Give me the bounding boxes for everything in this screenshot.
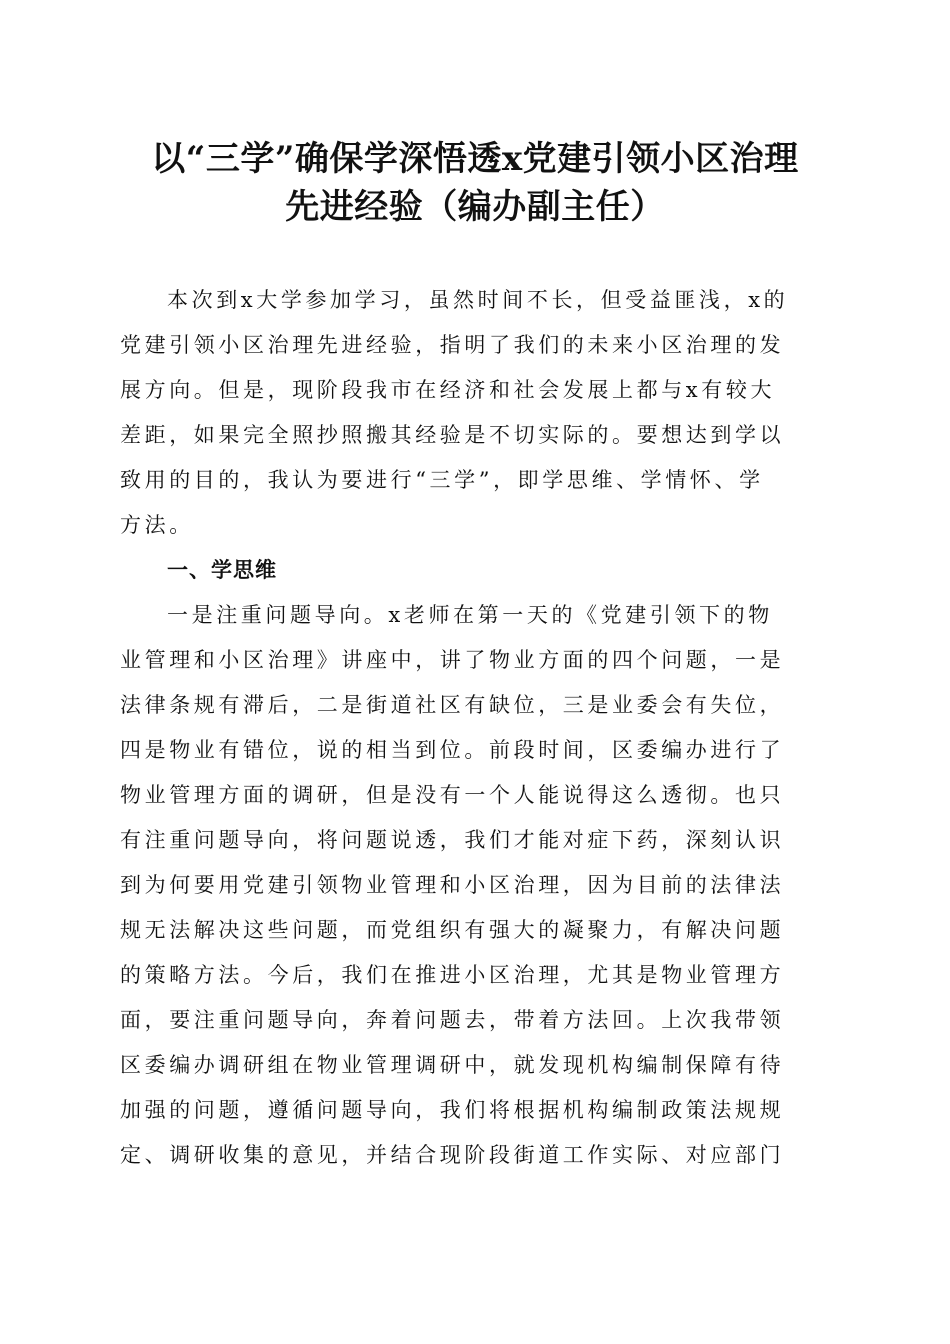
paragraph-line: 面，要注重问题导向，奔着问题去，带着方法回。上次我带领 — [120, 1008, 785, 1032]
title-line-2: 先进经验（编办副主任） — [285, 187, 665, 227]
paragraph-line: 有注重问题导向，将问题说透，我们才能对症下药，深刻认识 — [120, 828, 785, 852]
paragraph-line: 到为何要用党建引领物业管理和小区治理，因为目前的法律法 — [120, 873, 785, 897]
paragraph-line: 定、调研收集的意见，并结合现阶段街道工作实际、对应部门 — [120, 1143, 785, 1167]
paragraph-line: 党建引领小区治理先进经验，指明了我们的未来小区治理的发 — [120, 333, 785, 357]
paragraph-problem-orientation — [120, 593, 832, 1178]
document-body — [120, 278, 832, 1178]
section-heading: 一、学思维 — [167, 558, 277, 582]
document-title — [100, 135, 850, 231]
paragraph-line: 业管理和小区治理》讲座中，讲了物业方面的四个问题，一是 — [120, 648, 785, 672]
paragraph-line: 规无法解决这些问题，而党组织有强大的凝聚力，有解决问题 — [120, 918, 785, 942]
paragraph-line: 本次到x大学参加学习，虽然时间不长，但受益匪浅，x的 — [167, 288, 789, 312]
title-line-1: 以“三学”确保学深悟透x党建引领小区治理 — [151, 139, 799, 179]
paragraph-intro — [120, 278, 832, 548]
paragraph-line: 一是注重问题导向。x老师在第一天的《党建引领下的物 — [167, 603, 773, 627]
paragraph-line: 方法。 — [120, 513, 194, 537]
paragraph-line: 物业管理方面的调研，但是没有一个人能说得这么透彻。也只 — [120, 783, 785, 807]
paragraph-line: 展方向。但是，现阶段我市在经济和社会发展上都与x有较大 — [120, 378, 776, 402]
paragraph-line: 致用的目的，我认为要进行“三学”，即学思维、学情怀、学 — [120, 468, 764, 492]
paragraph-line: 差距，如果完全照抄照搬其经验是不切实际的。要想达到学以 — [120, 423, 785, 447]
paragraph-line: 加强的问题，遵循问题导向，我们将根据机构编制政策法规规 — [120, 1098, 785, 1122]
paragraph-line: 四是物业有错位，说的相当到位。前段时间，区委编办进行了 — [120, 738, 785, 762]
paragraph-line: 法律条规有滞后，二是街道社区有缺位，三是业委会有失位， — [120, 693, 785, 717]
paragraph-line: 区委编办调研组在物业管理调研中，就发现机构编制保障有待 — [120, 1053, 785, 1077]
paragraph-line: 的策略方法。今后，我们在推进小区治理，尤其是物业管理方 — [120, 963, 785, 987]
